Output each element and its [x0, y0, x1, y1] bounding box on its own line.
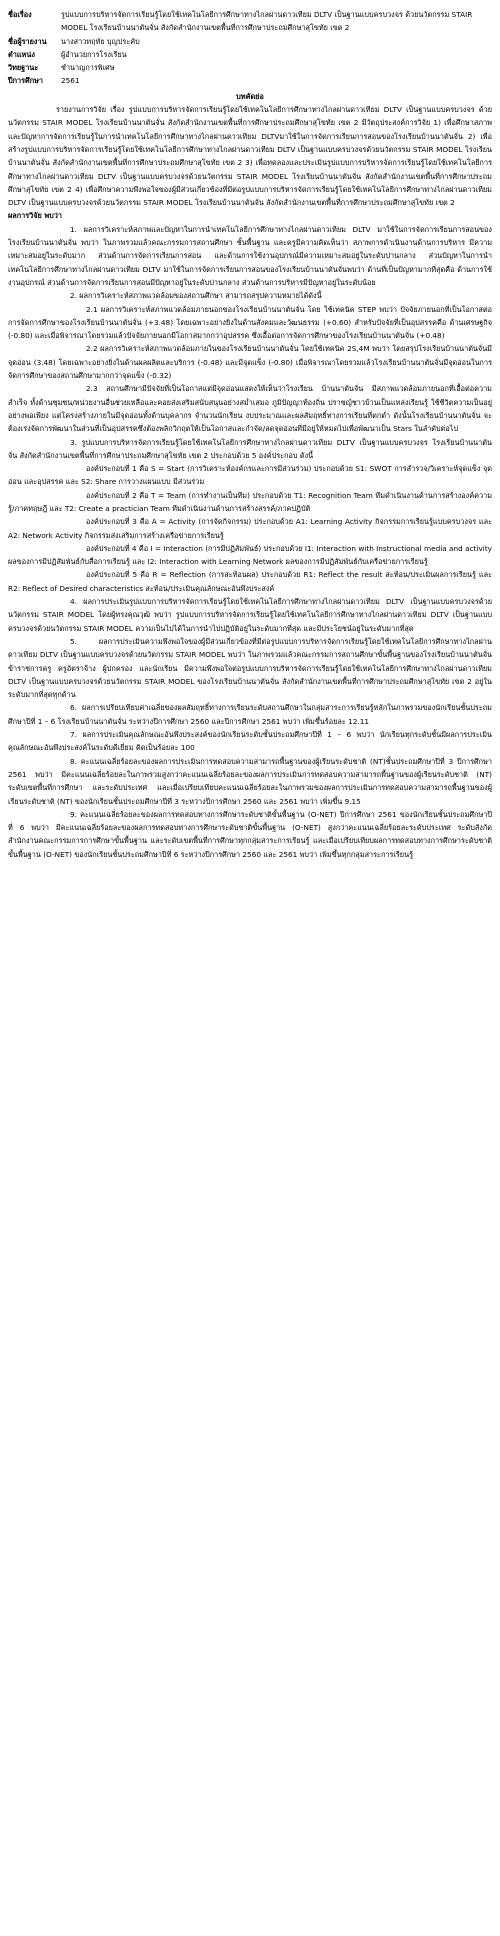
result-item: 7. ผลการประเมินคุณลักษณะอันพึงประสงค์ของนักเรียนระดับชั้นประถมศึกษาปีที่ 1 – 6 พบว่า นักเรียนทุกระดับชั้นมีผลการประเมินคุณลักษณะอันพึงประสงค์ในระดับดีเยี่ยม คิดเป็นร้อยละ 100 — [8, 730, 492, 753]
abstract-paragraph: รายงานการวิจัย เรื่อง รูปแบบการบริหารจัดการเรียนรู้โดยใช้เทคโนโลยีการศึกษาทางไกลผ่านดาวเทียม DLTV เป็นฐานแบบครบวงจร ด้วยนวัตกรรม STAIR MODEL โรงเรียนบ้านนาตันจั่น สังกัดสำนักงานเขตพื้นที่การศึกษาประถมศึกษาสุโขทัย เขต 2 มีวัตถุประสงค์การวิจัย 1) เพื่อศึกษาสภาพและปัญหาการจัดการเรียนรู้ในการนำเทคโนโลยีการศึกษาทางไกลผ่านดาวเทียม DLTVมาใช้ในการจัดการเรียนการสอนของโรงเรียนบ้านนาตันจั่น 2) เพื่อสร้างรูปแบบการบริหารจัดการเรียนรู้โดยใช้เทคโนโลยีการศึกษาทางไกลผ่านดาวเทียม DLTV เป็นฐานแบบครบวงจรด้วยนวัตกรรม STAIR MODEL โรงเรียนบ้านนาตันจั่น สังกัดสำนักงานเขตพื้นที่การศึกษาประถมศึกษาสุโขทัย เขต 2 3) เพื่อทดลองและประเมินรูปแบบการบริหารจัดการเรียนรู้โดยใช้เทคโนโลยีการศึกษาทางไกลผ่านดาวเทียม DLTV เป็นฐานแบบครบวงจรด้วยนวัตกรรม STAIR MODEL โรงเรียนบ้านนาตันจั่น สังกัดสำนักงานเขตพื้นที่การศึกษาประถมศึกษาสุโขทัย เขต 2 4) เพื่อศึกษาความพึงพอใจของผู้มีส่วนเกี่ยวข้องที่มีต่อรูปแบบการบริหารจัดการเรียนรู้โดยใช้เทคโนโลยีการศึกษาทางไกลผ่านดาวเทียม DLTV เป็นฐานแบบครบวงจรด้วยนวัตกรรม STAIR MODEL โรงเรียนบ้านนาตันจั่น สังกัดสำนักงานเขตพื้นที่การศึกษาประถมศึกษาสุโขทัย เขต 2 — [8, 105, 492, 208]
meta-row-academic-year — [8, 74, 492, 87]
result-item: 8. คะแนนเฉลี่ยร้อยละของผลการประเมินการทดสอบความสามารถพื้นฐานของผู้เรียนระดับชาติ (NT)ชั้นประถมศึกษาปีที่ 3 ปีการศึกษา 2561 พบว่า มีคะแนนเฉลี่ยร้อยละในภาพรวมสูงกว่าคะแนนเฉลี่ยร้อยละของผลการประเมินการทดสอบความสามารถพื้นฐานของผู้เรียนระดับชาติ (NT) ระดับเขตพื้นที่การศึกษา และระดับประเทศ และเมื่อเปรียบเทียบคะแนนเฉลี่ยร้อยละในภาพรวมของผลการประเมินการทดสอบความสามารถพื้นฐานของผู้เรียนระดับชาติ (NT) ของนักเรียนชั้นประถมศึกษาปีที่ 3 ระหว่างปีการศึกษา 2560 และ 2561 พบว่า เพิ่มขึ้น 9.15 — [8, 756, 492, 806]
result-item: 2. ผลการวิเคราะห์สภาพแวดล้อมของสถานศึกษา สามารถสรุปความหมายได้ดังนี้ — [70, 291, 322, 301]
result-item: องค์ประกอบที่ 3 คือ A = Activity (การจัดกิจกรรม) ประกอบด้วย A1: Learning Activity กิจกรรมการเรียนรู้แบบครบวงจร และ A2: Network Activity กิจกรรมส่งเสริมการสร้างเครือข่ายการเรียนรู้ — [8, 517, 492, 540]
meta-section — [8, 8, 492, 88]
result-item: องค์ประกอบที่ 2 คือ T = Team (การทำงานเป็นทีม) ประกอบด้วย T1: Recognition Team ทีมดำเนินงานด้านการสร้างองค์ความรู้/ภาคทฤษฎี และ T2: Create a practician Team ทีมดำเนินงานด้านการสร้างสรรค์/ภาคปฏิบัติ — [8, 490, 492, 513]
results-heading: ผลการวิจัย พบว่า — [8, 211, 63, 221]
result-item: 6. ผลการเปรียบเทียบค่าเฉลี่ยของผลสัมฤทธิ์ทางการเรียนระดับสถานศึกษาในกลุ่มสาระการเรียนรู้หลักในภาพรวมของนักเรียนชั้นประถมศึกษาปีที่ 1 – 6 โรงเรียนบ้านนาตันจั่น ระหว่างปีการศึกษา 2560 และปีการศึกษา 2561 พบว่า เพิ่มขึ้นร้อยละ 12.11 — [8, 703, 492, 726]
meta-row-position — [8, 48, 492, 61]
abstract-title: บทคัดย่อ — [236, 91, 264, 101]
meta-label: ตำแหน่ง — [8, 49, 35, 59]
result-item: องค์ประกอบที่ 5 คือ R = Reflection (การสะท้อนผล) ประกอบด้วย R1: Reflect the result สะท้อน/ประเมินผลการเรียนรู้ และ R2: Reflect of Desired characteristics สะท้อน/ประเมินคุณลักษณะอันพึงประสงค์ — [8, 570, 492, 593]
meta-value: ชำนาญการพิเศษ — [61, 63, 115, 73]
result-item: 5. ผลการประเมินความพึงพอใจของผู้มีส่วนเกี่ยวข้องที่มีต่อรูปแบบการบริหารจัดการเรียนรู้โดยใช้เทคโนโลยีการศึกษาทางไกลผ่านดาวเทียม DLTV เป็นฐานแบบครบวงจรด้วยนวัตกรรม STAIR MODEL พบว่า ในภาพรวมแล้วคณะกรรมการสถานศึกษาขั้นพื้นฐานของโรงเรียนบ้านนาตันจั่น ข้าราชการครู ครูอัตราจ้าง ผู้ปกครอง และนักเรียน มีความพึงพอใจต่อรูปแบบการบริหารจัดการเรียนรู้โดยใช้เทคโนโลยีการศึกษาทางไกลผ่านดาวเทียม DLTV เป็นฐานแบบครบวงจรด้วยนวัตกรรม STAIR MODEL ของโรงเรียนบ้านนาตันจั่น สังกัดสำนักงานเขตพื้นที่การศึกษาประถมศึกษาสุโขทัย เขต 2 อยู่ในระดับมากที่สุดทุกด้าน — [8, 636, 492, 700]
meta-row-academic-standing — [8, 61, 492, 74]
result-item: 3. รูปแบบการบริหารจัดการเรียนรู้โดยใช้เทคโนโลยีการศึกษาทางไกลผ่านดาวเทียม DLTV เป็นฐานแบบครบวงจร โรงเรียนบ้านนาตันจั่น สังกัดสำนักงานเขตพื้นที่การศึกษาประถมศึกษาสุโขทัย เขต 2 ประกอบด้วย 5 องค์ประกอบ ดังนี้ — [8, 437, 492, 460]
meta-label: วิทยฐานะ — [8, 63, 39, 73]
result-item: 9. คะแนนเฉลี่ยร้อยละของผลการทดสอบทางการศึกษาระดับชาติขั้นพื้นฐาน (O-NET) ปีการศึกษา 2561 ของนักเรียนชั้นประถมศึกษาปีที่ 6 พบว่า มีคะแนนเฉลี่ยร้อยละของผลการทดสอบทางการศึกษาระดับชาติขั้นพื้นฐาน (O-NET) สูงกว่าคะแนนเฉลี่ยร้อยละระดับประเทศ ระดับสังกัดสำนักงานคณะกรรมการการศึกษาขั้นพื้นฐาน และระดับเขตพื้นที่การศึกษาทุกกลุ่มสาระการเรียนรู้ และเมื่อเปรียบเทียบผลการทดสอบทางการศึกษาระดับชาติขั้นพื้นฐาน (O-NET) ของนักเรียนชั้นประถมศึกษาปีที่ 6 ระหว่างปีการศึกษา 2560 และ 2561 พบว่า เพิ่มขึ้นทุกกลุ่มสาระการเรียนรู้ — [8, 809, 492, 859]
result-item: 4. ผลการประเมินรูปแบบการบริหารจัดการเรียนรู้โดยใช้เทคโนโลยีการศึกษาทางไกลผ่านดาวเทียม DLTV เป็นฐานแบบครบวงจรด้วยนวัตกรรม STAIR MODEL โดยผู้ทรงคุณวุฒิ พบว่า รูปแบบการบริหารจัดการเรียนรู้โดยใช้เทคโนโลยีการศึกษาทางไกลผ่านดาวเทียม DLTV เป็นฐานแบบครบวงจรด้วยนวัตกรรม STAIR MODEL ความเป็นไปได้ในการนำไปปฏิบัติอยู่ในระดับมากที่สุด และมีประโยชน์อยู่ในระดับมากที่สุด — [8, 597, 492, 633]
meta-label: ปีการศึกษา — [8, 76, 44, 86]
meta-row-reporter — [8, 35, 492, 48]
meta-value: 2561 — [61, 76, 80, 86]
results-list — [8, 223, 492, 861]
meta-label: ชื่อเรื่อง — [8, 10, 32, 19]
meta-value: ผู้อำนวยการโรงเรียน — [61, 49, 127, 59]
result-item: 2.1 ผลการวิเคราะห์สภาพแวดล้อมภายนอกของโรงเรียนบ้านนาตันจั่น โดย ใช้เทคนิค STEP พบว่า ปัจจัยภายนอกที่เป็นโอกาสต่อการจัดการศึกษาของโรงเรียนบ้านนาตันจั่น (+3.48) โดยเฉพาะอย่างยิ่งในด้านสังคมและวัฒนธรรม (+0.60) สำหรับปัจจัยที่เป็นอุปสรรคคือ ด้านเศรษฐกิจ (-0.80) และเมื่อพิจารณาโดยรวมแล้วปัจจัยภายนอกมีโอกาสมากกว่าอุปสรรค ซึ่งเอื้อต่อการจัดการศึกษาของโรงเรียนบ้านนาตันจั่น (+0.48) — [8, 304, 492, 341]
meta-label: ชื่อผู้รายงาน — [8, 36, 47, 46]
result-item: องค์ประกอบที่ 4 คือ I = Interaction (การมีปฏิสัมพันธ์) ประกอบด้วย I1: Interaction with Instructional media and activity ผลของการมีปฏิสัมพันธ์กับสื่อการเรียนรู้ และ I2: Interaction with Learning Network ผลของการมีปฏิสัมพันธ์กับเครือข่ายการเรียนรู้ — [8, 543, 492, 567]
meta-row-title — [8, 8, 492, 35]
meta-value: นางสาวทฤทัย บุญประคับ — [61, 36, 140, 46]
result-item: 2.2 ผลการวิเคราะห์สภาพแวดล้อมภายในของโรงเรียนบ้านนาตันจั่น โดยใช้เทคนิค 2S,4M พบว่า โดยสรุปโรงเรียนบ้านนาตันจั่นมีจุดอ่อน (3.48) โดยเฉพาะอย่างยิ่งในด้านผลผลิตและบริการ (-0.48) และมีจุดแข็ง (-0.80) เมื่อพิจารณาโดยรวมแล้วโรงเรียนบ้านนาตันจั่นมีจุดอ่อนในการจัดการศึกษาของสถานศึกษามากกว่าจุดแข็ง (-0.32) — [8, 344, 492, 381]
result-item: 2.3 สถานศึกษามีปัจจัยที่เป็นโอกาสแต่มีจุดอ่อนแสดงให้เห็นว่าโรงเรียน บ้านนาตันจั่น มีสภาพแวดล้อมภายนอกที่เอื้อต่อความสำเร็จ ทั้งด้านชุมชน/หน่วยงานอื่นช่วยเหลือและคอยส่งเสริมสนับสนุนอย่างสม่ำเสมอ ภูมิปัญญาท้องถิ่น ปราชญ์ชาวบ้านเป็นแหล่งเรียนรู้ ใช้ชีวิตความเป็นอยู่อย่างพอเพียง แต่โครงสร้างภายในมีจุดอ่อนทั้งด้านบุคลากร จำนวนนักเรียน งบประมาณและผลสัมฤทธิ์ทางการเรียนที่ตกต่ำ ดังนั้นโรงเรียนบ้านนาตันจั่น จะต้องเร่งจัดการพัฒนาในส่วนที่เป็นอุปสรรคซึ่งต้องพลิกวิกฤตให้เป็นโอกาสและกำจัด/ลดจุดอ่อนที่มีอยู่ให้หมดไปเพื่อพัฒนาเป็น Stars ในลำดับต่อไป — [8, 384, 492, 434]
result-item: องค์ประกอบที่ 1 คือ S = Start (การวิเคราะห์องค์กรและการมีส่วนร่วม) ประกอบด้วย S1: SWOT การสำรวจ/วิเคราะห์จุดแข็ง จุดอ่อน และอุปสรรค และ S2: Share การวางแผนแบบ มีส่วนร่วม — [8, 464, 492, 487]
meta-value: รูปแบบการบริหารจัดการเรียนรู้โดยใช้เทคโนโลยีการศึกษาทางไกลผ่านดาวเทียม DLTV เป็นฐานแบบครบวงจร ด้วยนวัตกรรม STAIR MODEL โรงเรียนบ้านนาตันจั่น สังกัดสำนักงานเขตพื้นที่การศึกษาประถมศึกษาสุโขทัย เขต 2 — [61, 10, 473, 33]
result-item: 1. ผลการวิเคราะห์สภาพและปัญหาในการนำเทคโนโลยีการศึกษาทางไกลผ่านดาวเทียม DLTV มาใช้ในการจัดการเรียนการสอนของโรงเรียนบ้านนาตันจั่น พบว่า ในภาพรวมแล้วคณะกรรมการสถานศึกษา ชั้นพื้นฐาน และครูมีความคิดเห็นว่า สภาพการดำเนินงานด้านการบริหาร มีความเหมาะสมอยู่ในระดับมาก ส่วนด้านการจัดการเรียนการสอน และด้านการใช้งานอุปกรณ์มีความเหมาะสมอยู่ในระดับปานกลาง ส่วนปัญหาในการนำเทคโนโลยีการศึกษาทางไกลผ่านดาวเทียม DLTV มาใช้ในการจัดการเรียนการสอนของโรงเรียนบ้านนาตันจั่นพบว่า ด้านที่เป็นปัญหามากที่สุดคือ ด้านการใช้งานอุปกรณ์ ส่วนด้านการจัดการเรียนการสอนมีปัญหาอยู่ในระดับปานกลาง ส่วนด้านการบริหารมีปัญหาอยู่ในระดับน้อย — [8, 224, 492, 287]
